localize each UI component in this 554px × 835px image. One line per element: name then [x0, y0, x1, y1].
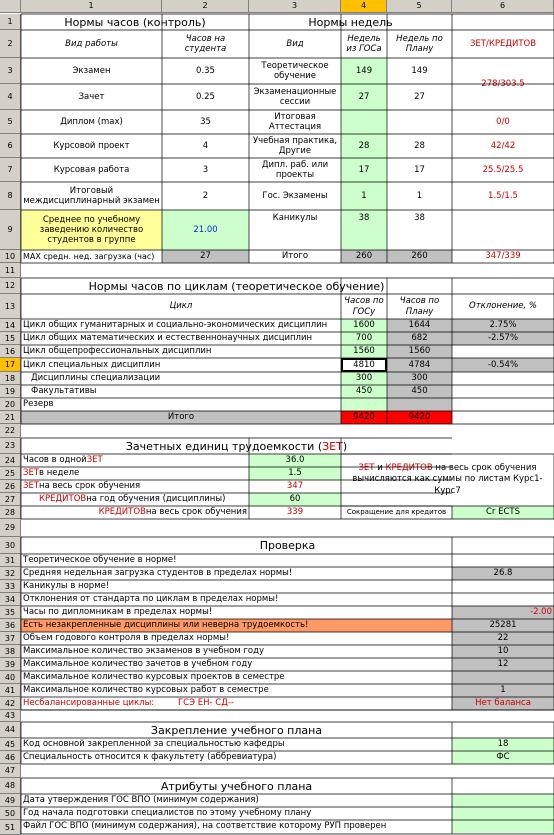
work-type-course-project: Курсовой проект: [53, 140, 130, 151]
work-type-exam: Экзамен: [72, 65, 111, 76]
row-header[interactable]: 2: [0, 30, 21, 58]
attribute-item: Год начала подготовки специалистов по этому учебному плану: [23, 808, 312, 819]
week-type-diploma: Дипл. раб. или проекты: [261, 159, 329, 180]
check-value: [452, 580, 554, 593]
max-load-label: MAX средн. нед. загрузка (час): [23, 251, 155, 261]
note-and: и: [374, 462, 386, 473]
row-header[interactable]: 29: [0, 519, 21, 537]
attribute-item: Дата утверждения ГОС ВПО (минимум содержания): [23, 795, 259, 806]
cycle-deviation: [452, 385, 554, 398]
row-header[interactable]: 16: [0, 345, 21, 358]
weeks-plan-theory[interactable]: 149: [411, 65, 428, 76]
row-header[interactable]: 14: [0, 319, 21, 332]
cycle-deviation: [452, 345, 554, 358]
row-header[interactable]: 13: [0, 294, 21, 319]
weeks-gos-theory[interactable]: 149: [341, 58, 387, 84]
row-header[interactable]: 12: [0, 278, 21, 294]
check-item: Максимальное количество курсовых проектов в семестре: [23, 672, 285, 683]
check-value: 22: [452, 632, 554, 645]
row-header[interactable]: 30: [0, 537, 21, 554]
row-header[interactable]: 22: [0, 424, 21, 438]
column-header-4[interactable]: 4: [341, 0, 387, 13]
row-header[interactable]: 48: [0, 778, 21, 794]
cycle-gos[interactable]: 300: [341, 372, 387, 385]
row-header[interactable]: 50: [0, 807, 21, 820]
row-header[interactable]: 47: [0, 764, 21, 778]
week-type-theory: Теоретическое обучение: [261, 60, 329, 81]
weeks-gos-attestation[interactable]: [341, 110, 387, 134]
column-header-6[interactable]: 6: [452, 0, 554, 13]
norms-hours-title: Нормы часов (контроль): [64, 15, 206, 29]
weeks-plan-diploma[interactable]: 17: [414, 164, 425, 175]
cycle-label: Резерв: [23, 399, 54, 410]
cycle-deviation: [452, 398, 554, 411]
zet-row-text: в неделе: [39, 468, 80, 479]
row-header[interactable]: 7: [0, 158, 21, 182]
work-type-final-exam: Итоговый междисциплинарный экзамен: [23, 185, 160, 206]
weeks-gos-sessions[interactable]: 27: [341, 84, 387, 110]
check-value: 26.8: [452, 567, 554, 580]
unbalanced-label: Несбалансированные циклы:: [23, 698, 155, 709]
zet-row-label: [21, 467, 249, 480]
check-item: Средняя недельная загрузка студентов в пределах нормы!: [23, 568, 293, 579]
weeks-plan-sessions[interactable]: 27: [414, 91, 425, 102]
avg-students-value[interactable]: 21.00: [162, 210, 249, 250]
zet-title-prefix: Зачетных единиц трудоемкости (: [125, 439, 323, 453]
row-header[interactable]: 40: [0, 671, 21, 684]
cycle-deviation: [452, 372, 554, 385]
check-item-warning: Есть незакрепленные дисциплины или неверна трудоемкость!: [21, 619, 452, 632]
cycles-total-plan: 9420: [387, 411, 452, 424]
cycle-deviation: 2.75%: [452, 319, 554, 332]
cycle-plan: 1644: [387, 319, 452, 332]
weeks-gos-state-exams[interactable]: 1: [341, 182, 387, 210]
col-cycle-gos-header: Часов по ГОСу: [344, 296, 384, 317]
check-item: Теоретическое обучение в норме!: [23, 555, 177, 566]
check-value: 25281: [452, 619, 554, 632]
zet-hours-value[interactable]: 36.0: [249, 454, 341, 467]
weeks-plan-practice[interactable]: 28: [414, 140, 425, 151]
zet-title-suffix: ): [342, 439, 348, 453]
row-header[interactable]: 26: [0, 480, 21, 493]
cycle-label: Факультативы: [31, 386, 97, 397]
assignment-title: Закрепление учебного плана: [150, 723, 323, 737]
zet-attestation: 0/0: [496, 116, 510, 127]
max-load-value[interactable]: 27: [162, 250, 249, 263]
cycle-deviation: -2.57%: [452, 332, 554, 345]
hours-course-work[interactable]: 3: [202, 164, 209, 175]
department-code-input[interactable]: 18: [452, 738, 554, 751]
row-header[interactable]: 33: [0, 580, 21, 593]
note-zet: ЗЕТ: [358, 462, 375, 473]
col-weeks-plan-header: Недель по Плану: [396, 33, 443, 54]
cycle-plan: 450: [387, 385, 452, 398]
cycle-gos-selected-cell[interactable]: 4810: [341, 358, 387, 372]
credit-reduction-value[interactable]: Cr ECTS: [452, 506, 554, 519]
assignment-item: Специальность относится к факультету (аббревиатура): [23, 752, 277, 763]
zet-row-text: на год обучения (дисциплины): [86, 494, 226, 505]
check-item: Часы по дипломникам в пределах нормы!: [23, 607, 213, 618]
attributes-title: Атрибуты учебного плана: [160, 779, 313, 793]
cycle-gos[interactable]: [341, 398, 387, 411]
hours-final-exam[interactable]: 2: [202, 190, 209, 201]
row-header[interactable]: 34: [0, 593, 21, 606]
row-header[interactable]: 51: [0, 820, 21, 835]
row-header[interactable]: 6: [0, 134, 21, 158]
weeks-plan-state-exams[interactable]: 1: [416, 190, 423, 201]
col-type-header: Вид: [286, 38, 304, 49]
zet-title-abbr: ЗЕТ: [322, 439, 343, 453]
hours-diploma[interactable]: 35: [200, 116, 211, 127]
avg-students-label: Среднее по учебному заведению количество студентов в группе: [21, 210, 162, 250]
cycle-gos[interactable]: 450: [341, 385, 387, 398]
row-header[interactable]: 25: [0, 467, 21, 480]
zet-week-value[interactable]: 1.5: [249, 467, 341, 480]
gos-date-input[interactable]: [452, 794, 554, 807]
cycle-plan: 1560: [387, 345, 452, 358]
norms-weeks-title: Нормы недель: [308, 15, 393, 29]
unbalanced-cycles: ГСЭ ЕН- СД--: [178, 698, 234, 709]
work-type-course-work: Курсовая работа: [53, 164, 130, 175]
hours-exam[interactable]: 0.35: [196, 65, 215, 76]
check-value: [452, 671, 554, 684]
row-header[interactable]: 27: [0, 493, 21, 506]
week-type-practice: Учебная практика, Другие: [252, 135, 338, 156]
unbalanced-value: Нет баланса: [452, 697, 554, 710]
row-header[interactable]: 45: [0, 738, 21, 751]
credits-year-value[interactable]: 60: [249, 493, 341, 506]
check-item: Максимальное количество курсовых работ в семестре: [23, 685, 269, 696]
row-header[interactable]: 17: [0, 358, 21, 372]
row-header[interactable]: 20: [0, 398, 21, 411]
cycle-gos[interactable]: 1560: [341, 345, 387, 358]
cycle-label: Дисциплины специализации: [31, 373, 161, 384]
cycle-plan: 682: [387, 332, 452, 345]
note-credits: КРЕДИТОВ: [385, 462, 433, 473]
weeks-plan-holidays[interactable]: 38: [414, 213, 425, 223]
note-rest: на весь срок обучения вычисляются как суммы по листам Курс1-Курс7: [352, 462, 543, 496]
cycle-gos[interactable]: 700: [341, 332, 387, 345]
zet-row-label: [21, 493, 249, 506]
hours-credit[interactable]: 0.25: [196, 91, 215, 102]
col-weeks-gos-header: Недель из ГОСа: [346, 33, 382, 54]
check-value: [452, 554, 554, 567]
row-header[interactable]: 36: [0, 619, 21, 632]
col-cycle-header: Цикл: [169, 301, 193, 312]
weeks-plan-attestation[interactable]: [387, 110, 452, 134]
row-header[interactable]: 3: [0, 58, 21, 84]
row-header[interactable]: 49: [0, 794, 21, 807]
row-header[interactable]: 24: [0, 454, 21, 467]
zet-practice: 42/42: [490, 140, 516, 151]
col-deviation-header: Отклонение, %: [469, 301, 537, 312]
zet-row-label: [21, 454, 249, 467]
zet-row-text: на весь срок обучения: [39, 481, 141, 492]
zet-row-label: [21, 506, 249, 519]
row-header[interactable]: 39: [0, 658, 21, 671]
faculty-abbr-input[interactable]: ФС: [452, 751, 554, 764]
col-work-type-header: Вид работы: [65, 38, 118, 49]
row-header[interactable]: 15: [0, 332, 21, 345]
check-value: -2.00: [452, 606, 554, 619]
row-header[interactable]: 35: [0, 606, 21, 619]
zet-row-red-text: ЗЕТ: [86, 455, 103, 466]
row-header[interactable]: 11: [0, 263, 21, 278]
row-header[interactable]: 37: [0, 632, 21, 645]
column-header-2[interactable]: 2: [162, 0, 249, 13]
cycles-total-deviation: [452, 411, 554, 424]
row-header[interactable]: 41: [0, 684, 21, 697]
row-header[interactable]: 42: [0, 697, 21, 710]
zet-row-text: на весь срок обучения: [145, 507, 247, 518]
weeks-gos-holidays[interactable]: 38: [341, 210, 387, 250]
work-type-diploma: Диплом (max): [60, 116, 123, 127]
cycle-label: Цикл общих гуманитарных и социально-экономических дисциплин: [23, 320, 328, 331]
cycles-total-label: Итого: [21, 411, 341, 424]
zet-state-exams: 1.5/1.5: [488, 190, 518, 201]
column-header-1[interactable]: 1: [21, 0, 162, 13]
row-header[interactable]: 21: [0, 411, 21, 424]
check-item: Объем годового контроля в пределах нормы!: [23, 633, 230, 644]
weeks-gos-diploma[interactable]: 17: [341, 158, 387, 182]
credits-total-value: 339: [286, 507, 304, 518]
zet-row-red-text: ЗЕТ: [23, 468, 40, 479]
column-header-5[interactable]: 5: [387, 0, 452, 13]
row-header[interactable]: 23: [0, 438, 21, 454]
week-type-sessions: Экзаменационные сессии: [253, 86, 337, 107]
cycle-deviation: -0.54%: [452, 358, 554, 372]
row-header[interactable]: 44: [0, 722, 21, 738]
check-value: 12: [452, 658, 554, 671]
week-type-holidays: Каникулы: [272, 213, 318, 223]
zet-row-red-text: КРЕДИТОВ: [39, 494, 87, 505]
check-value: [452, 593, 554, 606]
row-header[interactable]: 32: [0, 567, 21, 580]
col-zet-header: ЗЕТ/КРЕДИТОВ: [469, 38, 537, 49]
weeks-gos-practice[interactable]: 28: [341, 134, 387, 158]
zet-calc-note: [341, 458, 554, 502]
check-item: Каникулы в норме!: [23, 581, 110, 592]
weeks-total-plan: 260: [387, 250, 452, 263]
check-title: Проверка: [259, 539, 316, 552]
credit-reduction-label: Сокращение для кредитов: [346, 508, 447, 516]
cycle-plan: 300: [387, 372, 452, 385]
zet-total: 347/339: [485, 251, 521, 262]
cycle-plan: 4784: [387, 358, 452, 372]
zet-row-red-text: ЗЕТ: [23, 481, 40, 492]
zet-row-label: [21, 480, 249, 493]
assignment-item: Код основной закрепленной за специальностью кафедры: [23, 739, 285, 750]
gos-file-input[interactable]: [452, 820, 554, 833]
column-header-3[interactable]: 3: [249, 0, 341, 13]
check-item: Максимальное количество зачетов в учебном году: [23, 659, 253, 670]
weeks-total-label: Итого: [281, 251, 309, 262]
weeks-total-gos: 260: [341, 250, 387, 263]
col-cycle-plan-header: Часов по Плану: [399, 296, 440, 317]
zet-row-text: Часов в одной: [23, 455, 87, 466]
zet-diploma: 25.5/25.5: [482, 164, 524, 175]
week-type-state-exams: Гос. Экзамены: [262, 190, 328, 201]
check-value: 1: [452, 684, 554, 697]
cycle-gos[interactable]: 1600: [341, 319, 387, 332]
col-hours-header: Часов на студента: [184, 33, 227, 54]
cycle-label: Цикл общепрофессиональных дисциплин: [23, 346, 212, 357]
row-header[interactable]: 8: [0, 182, 21, 210]
row-header[interactable]: 9: [0, 210, 21, 250]
row-header[interactable]: 1: [0, 14, 21, 30]
cycles-title: Нормы часов по циклам (теоретическое обучение): [88, 279, 385, 293]
zet-title: [21, 438, 452, 454]
check-value: 10: [452, 645, 554, 658]
zet-theory-sessions: 278/303.5: [481, 78, 525, 89]
row-header[interactable]: 18: [0, 372, 21, 385]
zet-total-value: 347: [286, 481, 304, 492]
cycle-label: Цикл специальных дисциплин: [23, 359, 161, 370]
row-header[interactable]: 19: [0, 385, 21, 398]
row-header[interactable]: 31: [0, 554, 21, 567]
row-header[interactable]: 38: [0, 645, 21, 658]
cycle-label: Цикл общих математических и естественнонаучных дисциплин: [23, 333, 313, 344]
cycles-total-gos: 9420: [341, 411, 387, 424]
row-header[interactable]: 4: [0, 84, 21, 110]
row-header[interactable]: 43: [0, 710, 21, 722]
work-type-credit: Зачет: [78, 91, 105, 102]
row-header[interactable]: 5: [0, 110, 21, 134]
check-item: Отклонения от стандарта по циклам в пределах нормы!: [23, 594, 279, 605]
start-year-input[interactable]: [452, 807, 554, 820]
row-header[interactable]: 10: [0, 250, 21, 263]
select-all-corner[interactable]: [0, 0, 21, 13]
week-type-attestation: Итоговая Аттестация: [268, 111, 322, 132]
hours-course-project[interactable]: 4: [202, 140, 209, 151]
row-header[interactable]: 46: [0, 751, 21, 764]
row-header[interactable]: 28: [0, 506, 21, 519]
check-item: Максимальное количество экзаменов в учебном году: [23, 646, 265, 657]
cycle-plan: [387, 398, 452, 411]
attribute-item: Файл ГОС ВПО (минимум содержания), на соответствие которому РУП проверен: [23, 821, 387, 832]
zet-row-red-text: КРЕДИТОВ: [98, 507, 146, 518]
